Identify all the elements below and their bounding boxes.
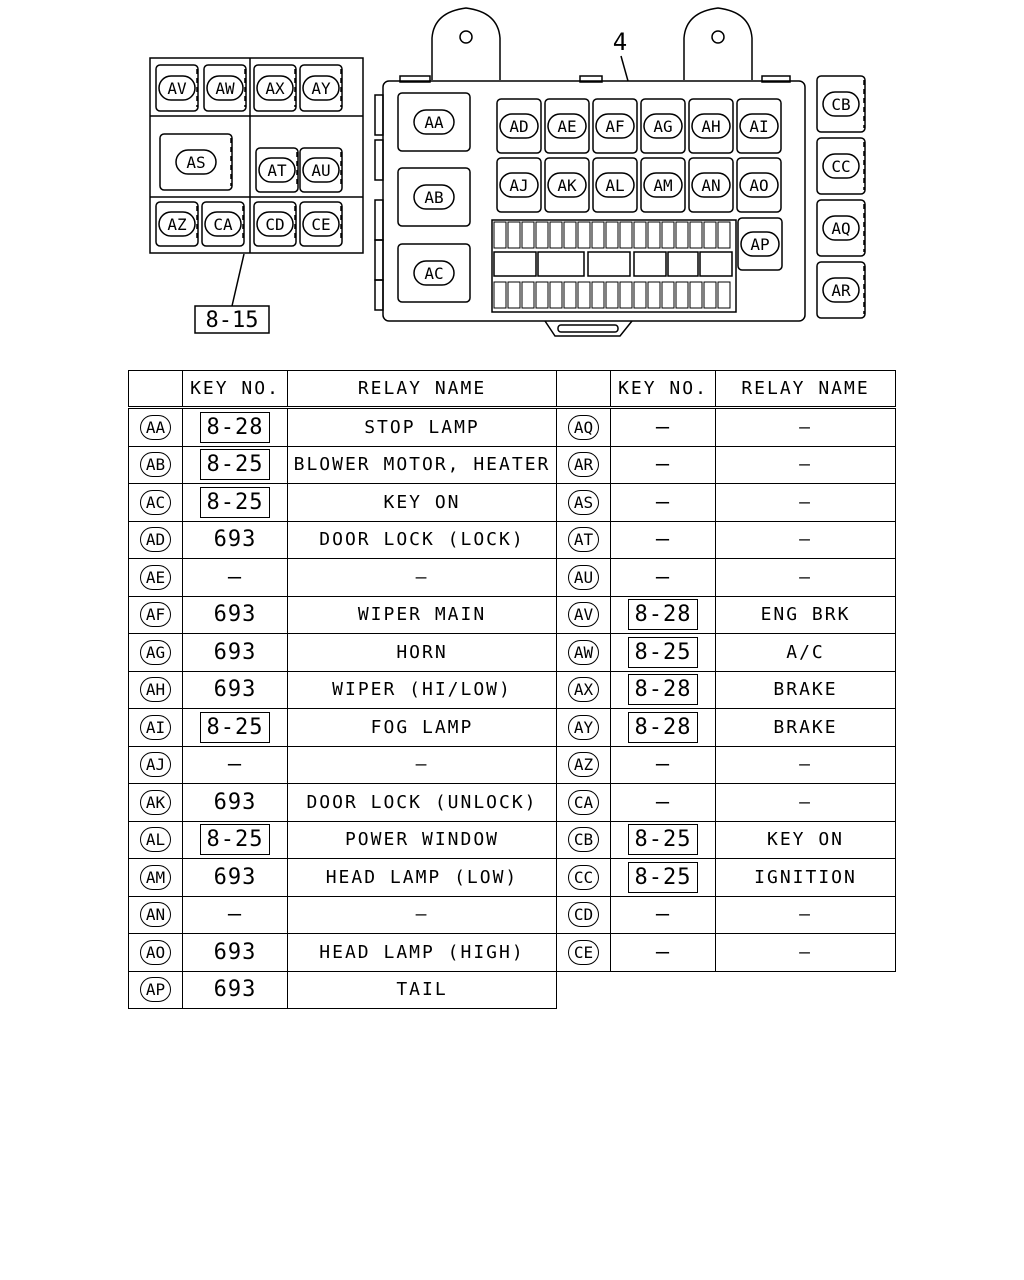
relay-name: —	[288, 896, 557, 934]
relay-label: AQ	[831, 219, 851, 238]
fuse	[704, 282, 716, 308]
fuse	[588, 252, 630, 276]
relay-code-oval: CD	[568, 902, 599, 927]
relay-name: WIPER MAIN	[288, 596, 557, 634]
relay-code-oval: AZ	[568, 752, 599, 777]
relay-label: AF	[605, 117, 625, 136]
table-row	[129, 896, 557, 934]
fuse	[508, 222, 520, 248]
relay-label: AG	[653, 117, 673, 136]
key-number: 8-25	[628, 824, 699, 855]
box-side-rib	[375, 240, 383, 280]
relay-name: —	[288, 746, 557, 784]
relay-label: AP	[750, 235, 770, 254]
relay-table-right	[556, 370, 896, 972]
relay-code-oval: AS	[568, 490, 599, 515]
relay-name: —	[716, 896, 896, 934]
relay-name: BRAKE	[716, 709, 896, 747]
table-row	[557, 634, 896, 672]
key-number: 693	[213, 639, 257, 665]
key-number: 8-28	[628, 674, 699, 705]
relay-code-oval: AN	[140, 902, 171, 927]
relay-label: AT	[267, 161, 287, 180]
callout-main-label: 4	[612, 28, 628, 56]
table-row	[129, 709, 557, 747]
relay-label: AJ	[509, 176, 529, 195]
key-number: 693	[213, 939, 257, 965]
key-number: 8-28	[628, 599, 699, 630]
relay-name: —	[716, 746, 896, 784]
relay-label: AB	[424, 188, 444, 207]
relay-label: CE	[311, 215, 331, 234]
relay-name: —	[716, 934, 896, 972]
fuse	[494, 222, 506, 248]
fuse	[668, 252, 698, 276]
relay-label: AH	[701, 117, 721, 136]
fuse	[592, 222, 604, 248]
relay-code-oval: AL	[140, 827, 171, 852]
table-row	[129, 408, 557, 447]
relay-code-oval: AI	[140, 715, 171, 740]
relay-code-oval: AA	[140, 415, 171, 440]
fuse	[634, 252, 666, 276]
table-header-row	[557, 371, 896, 408]
relay-name: TAIL	[288, 971, 557, 1009]
fuse	[606, 222, 618, 248]
key-number: 8-28	[200, 412, 271, 443]
table-row	[129, 971, 557, 1009]
fuse	[550, 282, 562, 308]
relay-label: AW	[215, 79, 235, 98]
relay-name: KEY ON	[288, 484, 557, 522]
fuse	[634, 222, 646, 248]
fuse	[676, 222, 688, 248]
fuse	[522, 222, 534, 248]
relay-label: AS	[186, 153, 206, 172]
fuse	[718, 222, 730, 248]
key-number: 693	[213, 527, 257, 553]
fuse	[690, 282, 702, 308]
table-row	[557, 484, 896, 522]
fuse	[592, 282, 604, 308]
key-number: 8-25	[200, 824, 271, 855]
table-row	[129, 484, 557, 522]
key-number: 693	[213, 864, 257, 890]
fuse	[690, 222, 702, 248]
relay-code-oval: AW	[568, 640, 599, 665]
table-row	[129, 784, 557, 822]
fuse	[538, 252, 584, 276]
relay-name: WIPER (HI/LOW)	[288, 671, 557, 709]
relay-label: AM	[653, 176, 673, 195]
relay-name: A/C	[716, 634, 896, 672]
relay-name: BRAKE	[716, 671, 896, 709]
table-row	[557, 559, 896, 597]
fuse	[648, 282, 660, 308]
mounting-tab	[432, 8, 500, 80]
relay-label: AK	[557, 176, 577, 195]
fuse	[648, 222, 660, 248]
relay-name: —	[716, 784, 896, 822]
key-number: 8-25	[628, 862, 699, 893]
relay-code-oval: AD	[140, 527, 171, 552]
key-number: 8-25	[628, 637, 699, 668]
box-side-rib	[375, 200, 383, 240]
relay-label: CD	[265, 215, 285, 234]
relay-label: AR	[831, 281, 851, 300]
leader-line	[621, 56, 628, 81]
relay-name: BLOWER MOTOR, HEATER	[288, 446, 557, 484]
relay-name: HEAD LAMP (LOW)	[288, 859, 557, 897]
relay-code-oval: CB	[568, 827, 599, 852]
key-number: —	[227, 752, 243, 778]
fuse	[494, 282, 506, 308]
relay-code-oval: AR	[568, 452, 599, 477]
relay-label: AE	[557, 117, 577, 136]
table-row	[557, 934, 896, 972]
fuse	[550, 222, 562, 248]
key-number: —	[655, 527, 671, 553]
relay-name: —	[716, 484, 896, 522]
box-side-rib	[375, 280, 383, 310]
header-key-no: KEY NO.	[183, 371, 288, 408]
key-number: 8-25	[200, 487, 271, 518]
fuse	[536, 282, 548, 308]
relay-name: IGNITION	[716, 859, 896, 897]
key-number: 693	[213, 677, 257, 703]
table-row	[557, 784, 896, 822]
table-header-row	[129, 371, 557, 408]
relay-name: KEY ON	[716, 821, 896, 859]
relay-label: AI	[749, 117, 769, 136]
key-number: —	[227, 902, 243, 928]
relay-name: —	[288, 559, 557, 597]
key-number: —	[655, 752, 671, 778]
key-number: 8-25	[200, 449, 271, 480]
table-row	[129, 634, 557, 672]
relay-label: CB	[831, 95, 851, 114]
relay-code-oval: AY	[568, 715, 599, 740]
relay-code-oval: AT	[568, 527, 599, 552]
table-row	[557, 746, 896, 784]
relay-label: AU	[311, 161, 331, 180]
table-row	[129, 821, 557, 859]
relay-name: DOOR LOCK (LOCK)	[288, 521, 557, 559]
key-number: —	[655, 414, 671, 440]
relay-code-oval: CE	[568, 940, 599, 965]
relay-code-oval: AO	[140, 940, 171, 965]
table-row	[129, 671, 557, 709]
relay-label: AL	[605, 176, 625, 195]
header-relay-name: RELAY NAME	[716, 371, 896, 408]
relay-code-oval: AF	[140, 602, 171, 627]
mounting-hole	[712, 31, 724, 43]
fuse	[662, 222, 674, 248]
relay-name: —	[716, 521, 896, 559]
latch-slot	[558, 325, 618, 332]
relay-name: ENG BRK	[716, 596, 896, 634]
relay-code-oval: AH	[140, 677, 171, 702]
fuse	[620, 222, 632, 248]
key-number: 8-25	[200, 712, 271, 743]
relay-name: DOOR LOCK (UNLOCK)	[288, 784, 557, 822]
key-number: —	[655, 902, 671, 928]
key-number: —	[655, 564, 671, 590]
key-number: —	[655, 789, 671, 815]
relay-label: AX	[265, 79, 285, 98]
relay-code-oval: AB	[140, 452, 171, 477]
leader-line	[232, 254, 244, 306]
table-row	[557, 521, 896, 559]
relay-code-oval: AX	[568, 677, 599, 702]
relay-code-oval: CA	[568, 790, 599, 815]
mounting-tab	[684, 8, 752, 80]
fuse	[578, 282, 590, 308]
fuse	[564, 222, 576, 248]
relay-table-left	[128, 370, 557, 1009]
table-row	[129, 559, 557, 597]
relay-label: AY	[311, 79, 331, 98]
header-code	[557, 371, 611, 408]
table-row	[129, 521, 557, 559]
relay-name: HEAD LAMP (HIGH)	[288, 934, 557, 972]
key-number: 8-28	[628, 712, 699, 743]
box-side-rib	[375, 140, 383, 180]
key-number: 693	[213, 602, 257, 628]
relay-code-oval: AK	[140, 790, 171, 815]
relay-name: —	[716, 559, 896, 597]
table-row	[557, 596, 896, 634]
relay-label: AC	[424, 264, 444, 283]
fuse	[494, 252, 536, 276]
table-row	[129, 746, 557, 784]
relay-label: AZ	[167, 215, 187, 234]
relay-box-diagram	[0, 0, 1024, 360]
relay-code-oval: AC	[140, 490, 171, 515]
relay-code-oval: AG	[140, 640, 171, 665]
box-side-rib	[375, 95, 383, 135]
table-row	[129, 934, 557, 972]
relay-code-oval: AQ	[568, 415, 599, 440]
relay-code-oval: AM	[140, 865, 171, 890]
table-row	[557, 446, 896, 484]
table-row	[129, 859, 557, 897]
key-number: —	[227, 564, 243, 590]
table-row	[557, 709, 896, 747]
relay-label: CC	[831, 157, 851, 176]
relay-name: —	[716, 408, 896, 447]
relay-label: AN	[701, 176, 721, 195]
fuse	[536, 222, 548, 248]
relay-code-oval: AJ	[140, 752, 171, 777]
table-row	[557, 821, 896, 859]
relay-code-oval: AU	[568, 565, 599, 590]
fuse	[508, 282, 520, 308]
fuse	[676, 282, 688, 308]
relay-label: AD	[509, 117, 529, 136]
callout-sub-label: 8-15	[205, 308, 259, 333]
fuse	[620, 282, 632, 308]
relay-label: AA	[424, 113, 444, 132]
key-number: 693	[213, 789, 257, 815]
relay-code-oval: AP	[140, 977, 171, 1002]
fuse	[700, 252, 732, 276]
table-row	[557, 859, 896, 897]
fuse	[704, 222, 716, 248]
table-row	[557, 408, 896, 447]
fuse	[634, 282, 646, 308]
fuse	[564, 282, 576, 308]
table-row	[557, 671, 896, 709]
key-number: —	[655, 939, 671, 965]
relay-name: HORN	[288, 634, 557, 672]
fuse	[578, 222, 590, 248]
relay-name: POWER WINDOW	[288, 821, 557, 859]
table-row	[557, 896, 896, 934]
fuse	[522, 282, 534, 308]
header-key-no: KEY NO.	[611, 371, 716, 408]
header-relay-name: RELAY NAME	[288, 371, 557, 408]
fuse	[662, 282, 674, 308]
fuse	[718, 282, 730, 308]
relay-name: —	[716, 446, 896, 484]
relay-label: AV	[167, 79, 187, 98]
key-number: 693	[213, 977, 257, 1003]
relay-code-oval: AV	[568, 602, 599, 627]
relay-label: AO	[749, 176, 769, 195]
table-row	[129, 446, 557, 484]
table-row	[129, 596, 557, 634]
key-number: —	[655, 452, 671, 478]
relay-code-oval: AE	[140, 565, 171, 590]
relay-name: FOG LAMP	[288, 709, 557, 747]
header-code	[129, 371, 183, 408]
mounting-hole	[460, 31, 472, 43]
fuse	[606, 282, 618, 308]
relay-name: STOP LAMP	[288, 408, 557, 447]
relay-code-oval: CC	[568, 865, 599, 890]
relay-label: CA	[213, 215, 233, 234]
key-number: —	[655, 489, 671, 515]
